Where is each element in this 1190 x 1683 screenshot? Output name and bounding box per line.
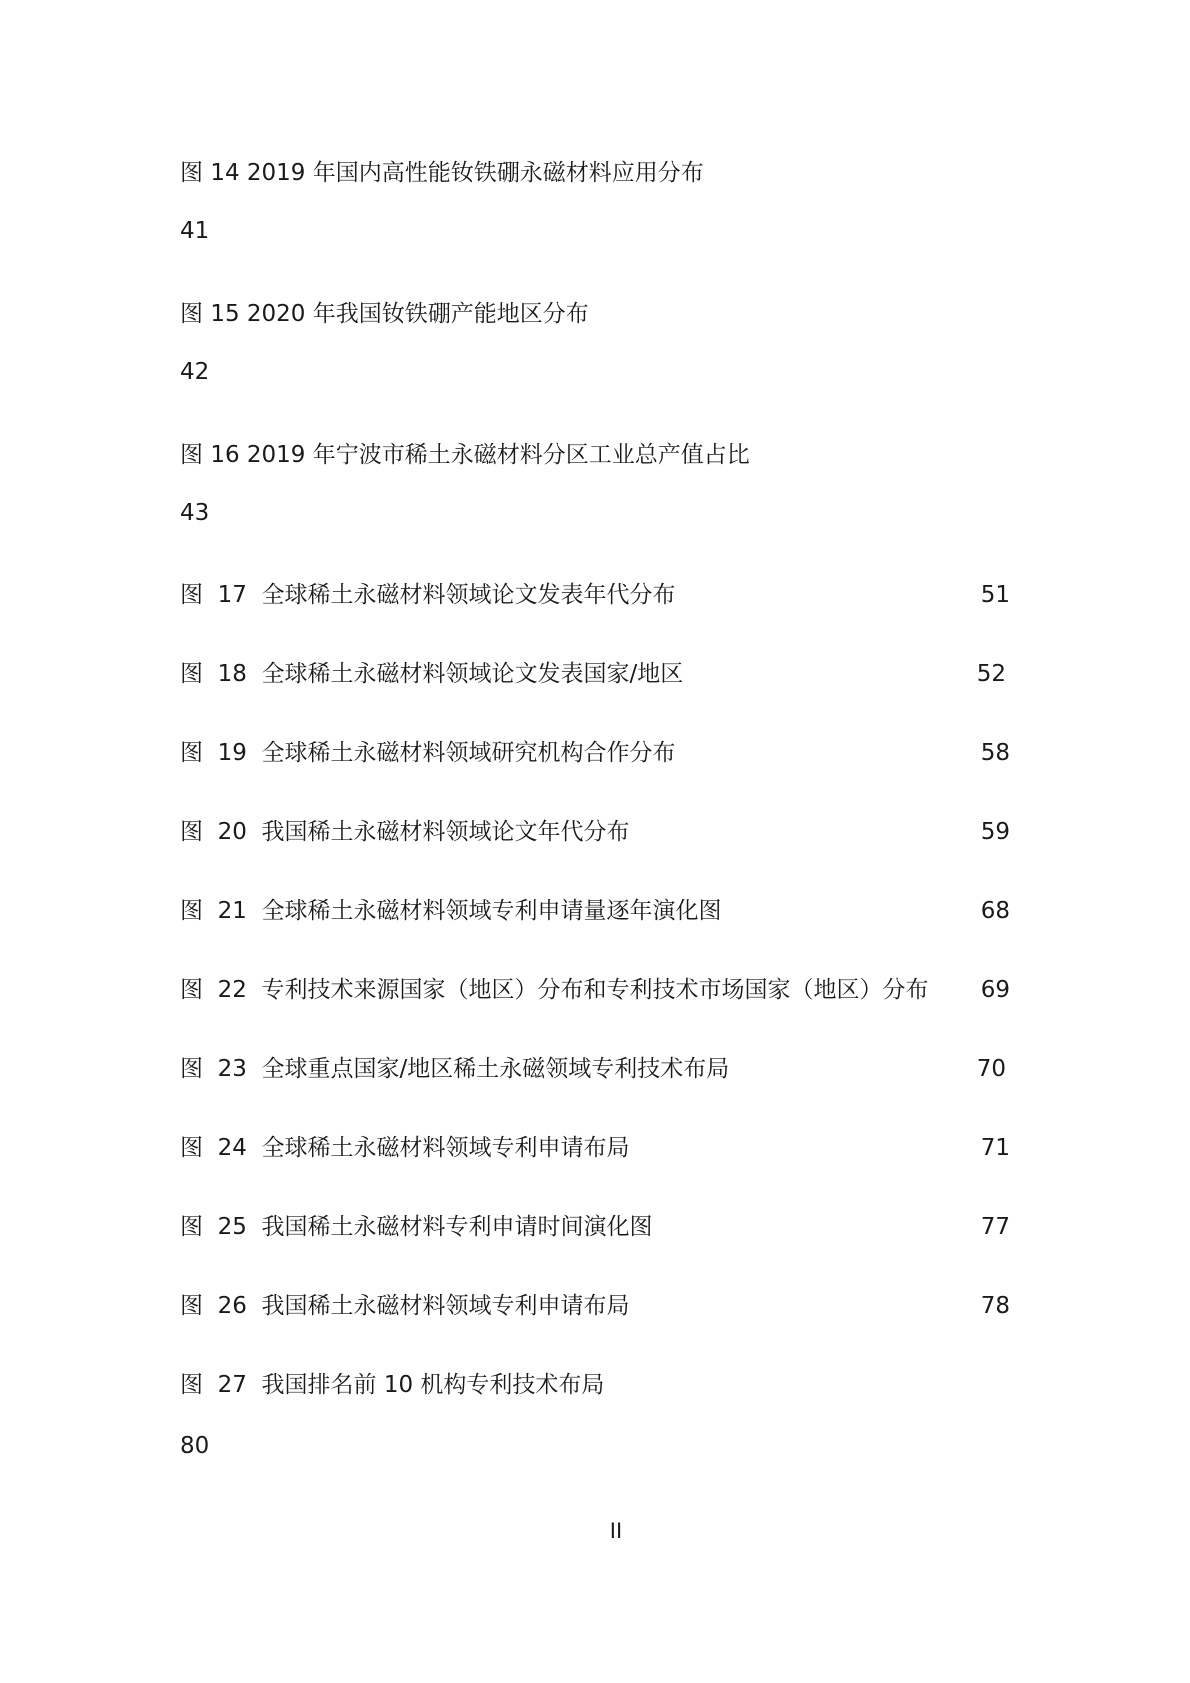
figure-page-number: 52 xyxy=(976,661,1006,687)
figure-page-number: 70 xyxy=(976,1056,1006,1082)
figure-caption: 图 27 我国排名前 10 机构专利技术布局 xyxy=(180,1372,605,1398)
figure-page-number: 42 xyxy=(180,359,210,385)
figure-page-number: 43 xyxy=(180,500,210,526)
figure-caption: 图 18 全球稀土永磁材料领域论文发表国家/地区 xyxy=(180,661,684,687)
figure-caption: 图 19 全球稀土永磁材料领域研究机构合作分布 xyxy=(180,740,676,766)
figure-page-number: 77 xyxy=(980,1214,1010,1240)
figure-caption: 图 20 我国稀土永磁材料领域论文年代分布 xyxy=(180,819,630,845)
figure-page-number: 71 xyxy=(980,1135,1010,1161)
figure-page-number: 41 xyxy=(180,218,210,244)
figure-caption: 图 22 专利技术来源国家（地区）分布和专利技术市场国家（地区）分布 xyxy=(180,977,929,1003)
figure-page-number: 78 xyxy=(980,1293,1010,1319)
figure-caption: 图 26 我国稀土永磁材料领域专利申请布局 xyxy=(180,1293,630,1319)
figure-caption: 图 21 全球稀土永磁材料领域专利申请量逐年演化图 xyxy=(180,898,722,924)
figure-caption: 图 24 全球稀土永磁材料领域专利申请布局 xyxy=(180,1135,630,1161)
figure-page-number: 59 xyxy=(980,819,1010,845)
figure-caption: 图 14 2019 年国内高性能钕铁硼永磁材料应用分布 xyxy=(180,160,704,186)
figure-caption: 图 23 全球重点国家/地区稀土永磁领域专利技术布局 xyxy=(180,1056,730,1082)
figure-page-number: 80 xyxy=(180,1433,210,1459)
figure-caption: 图 25 我国稀土永磁材料专利申请时间演化图 xyxy=(180,1214,653,1240)
figure-caption: 图 15 2020 年我国钕铁硼产能地区分布 xyxy=(180,301,589,327)
page-number-footer: II xyxy=(609,1519,623,1543)
figure-caption: 图 16 2019 年宁波市稀土永磁材料分区工业总产值占比 xyxy=(180,442,750,468)
figure-page-number: 58 xyxy=(980,740,1010,766)
figure-page-number: 69 xyxy=(980,977,1010,1003)
figure-caption: 图 17 全球稀土永磁材料领域论文发表年代分布 xyxy=(180,582,676,608)
figure-page-number: 51 xyxy=(980,582,1010,608)
figure-page-number: 68 xyxy=(980,898,1010,924)
